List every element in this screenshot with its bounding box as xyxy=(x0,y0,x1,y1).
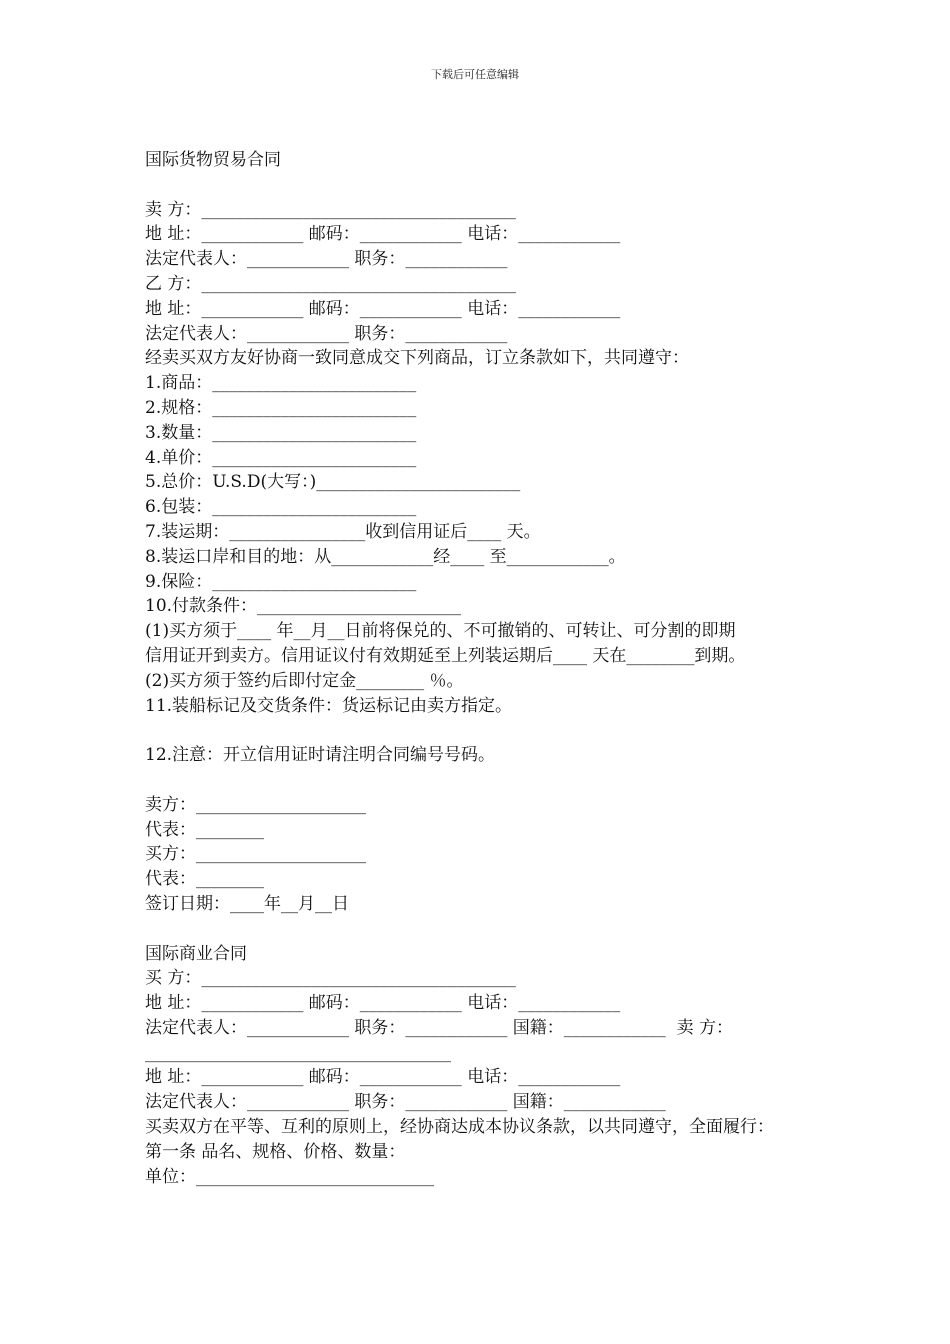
unit-line: 单位：____________________________ xyxy=(145,1166,434,1187)
payment-item-1b: 信用证开到卖方。信用证议付有效期延至上列装运期后____ 天在________到期。 xyxy=(145,645,746,666)
signature-seller-rep: 代表：________ xyxy=(145,819,264,840)
spacer xyxy=(145,718,810,743)
party-b-line: 乙 方：_____________________________________ xyxy=(145,273,516,294)
clause-shipping-marks: 11.装船标记及交货条件：货运标记由卖方指定。 xyxy=(145,695,513,716)
clause-ports: 8.装运口岸和目的地：从____________经____ 至____________。 xyxy=(145,546,626,567)
document-body xyxy=(145,148,810,1189)
seller2-representative-line: 法定代表人：____________ 职务：____________ 国籍：____________ xyxy=(145,1092,666,1113)
article-1: 第一条 品名、规格、价格、数量： xyxy=(145,1141,406,1162)
seller-blank-line: ____________________________________ xyxy=(145,1042,451,1063)
clause-shipment-period: 7.装运期：________________收到信用证后____ 天。 xyxy=(145,521,541,542)
clause-packing: 6.包装：________________________ xyxy=(145,497,417,518)
clause-goods: 1.商品：________________________ xyxy=(145,373,417,394)
seller-representative-line: 法定代表人：____________ 职务：____________ xyxy=(145,249,508,270)
spacer xyxy=(145,917,810,942)
clause-specification: 2.规格：________________________ xyxy=(145,397,417,418)
agreement-intro: 经卖买双方友好协商一致同意成交下列商品，订立条款如下，共同遵守： xyxy=(145,348,689,369)
party-b-address-line: 地 址：____________ 邮码：____________ 电话：____________ xyxy=(145,298,621,319)
signature-seller: 卖方：____________________ xyxy=(145,794,366,815)
buyer-address-line: 地 址：____________ 邮码：____________ 电话：____________ xyxy=(145,993,621,1014)
signing-date: 签订日期：____年__月__日 xyxy=(145,893,349,914)
clause-unit-price: 4.单价：________________________ xyxy=(145,447,417,468)
contract2-title: 国际商业合同 xyxy=(145,943,247,964)
clause-note: 12.注意：开立信用证时请注明合同编号号码。 xyxy=(145,745,496,766)
seller-address-line: 地 址：____________ 邮码：____________ 电话：____________ xyxy=(145,224,621,245)
header-note: 下载后可任意编辑 xyxy=(431,68,519,81)
signature-buyer-rep: 代表：________ xyxy=(145,869,264,890)
seller2-address-line: 地 址：____________ 邮码：____________ 电话：____________ xyxy=(145,1067,621,1088)
seller-line: 卖 方：_____________________________________ xyxy=(145,199,516,220)
buyer-representative-line: 法定代表人：____________ 职务：____________ 国籍：____________ 卖 方： xyxy=(145,1017,734,1038)
clause-quantity: 3.数量：________________________ xyxy=(145,422,417,443)
spacer xyxy=(145,768,810,793)
contract2-intro: 买卖双方在平等、互利的原则上，经协商达成本协议条款，以共同遵守，全面履行： xyxy=(145,1117,774,1138)
payment-item-2: (2)买方须于签约后即付定金________ ％。 xyxy=(145,670,464,691)
payment-item-1a: (1)买方须于____ 年__月__日前将保兑的、不可撤销的、可转让、可分割的即期 xyxy=(145,621,736,642)
spacer xyxy=(145,173,810,198)
buyer-line: 买 方：_____________________________________ xyxy=(145,968,516,989)
clause-total-price: 5.总价：U.S.D(大写：)________________________ xyxy=(145,472,521,493)
clause-insurance: 9.保险：________________________ xyxy=(145,571,417,592)
clause-payment-terms: 10.付款条件：________________________ xyxy=(145,596,462,617)
signature-buyer: 买方：____________________ xyxy=(145,844,366,865)
party-b-representative-line: 法定代表人：____________ 职务：____________ xyxy=(145,323,508,344)
contract-title: 国际货物贸易合同 xyxy=(145,150,281,170)
